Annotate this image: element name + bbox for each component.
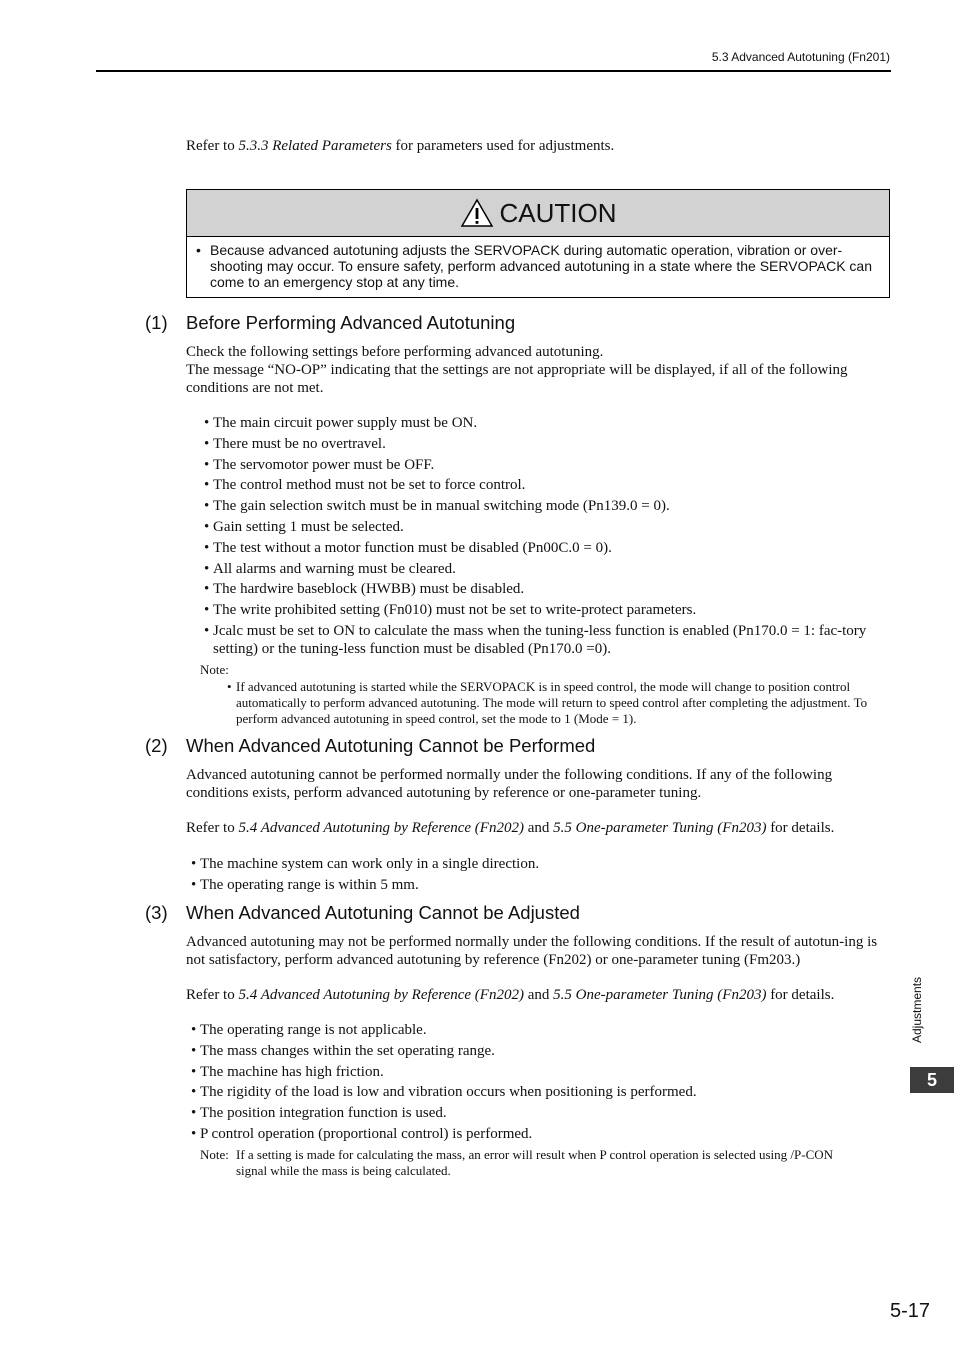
running-header: 5.3 Advanced Autotuning (Fn201) xyxy=(711,50,890,64)
list-item: • Gain setting 1 must be selected. xyxy=(204,517,890,538)
section-3-note xyxy=(200,1147,860,1179)
refer-and: and xyxy=(523,987,554,1003)
section-2-list xyxy=(191,854,890,896)
section-1-note-list xyxy=(227,679,889,727)
section-2-number: (2) xyxy=(145,735,168,756)
section-2-heading xyxy=(145,735,595,757)
refer-and: and xyxy=(523,820,554,836)
section-1-title: Before Performing Advanced Autotuning xyxy=(186,312,516,333)
refer-suffix: for details. xyxy=(766,820,835,836)
section-3-number: (3) xyxy=(145,902,168,923)
intro-paragraph xyxy=(186,137,886,155)
caution-text: Because advanced autotuning adjusts the SERVOPACK during automatic operation, vibration or over-shooting may occur. To ensure safety, perform advanced autotuning in a state where the SERVOPACK can come to an emergency stop at any time. xyxy=(210,242,873,290)
section-3-note-text: If a setting is made for calculating the mass, an error will result when P control operation is selected using /P-CON signal while the mass is being calculated. xyxy=(236,1147,834,1178)
section-1-number: (1) xyxy=(145,312,168,333)
caution-box xyxy=(186,189,890,298)
warning-triangle-icon xyxy=(460,198,494,228)
chapter-tab: 5 xyxy=(910,1067,954,1093)
reference-link: 5.4 Advanced Autotuning by Reference (Fn202) xyxy=(238,987,524,1003)
section-1-para-1: Check the following settings before performing advanced autotuning. xyxy=(186,344,604,360)
section-3-heading xyxy=(145,902,580,924)
section-1-heading xyxy=(145,312,515,334)
section-3-title: When Advanced Autotuning Cannot be Adjusted xyxy=(186,902,580,923)
list-item: • The write prohibited setting (Fn010) must not be set to write-protect parameters. xyxy=(204,600,890,621)
reference-link: 5.5 One-parameter Tuning (Fn203) xyxy=(553,987,767,1003)
caution-bullet: • xyxy=(196,242,201,258)
list-item: • The test without a motor function must be disabled (Pn00C.0 = 0). xyxy=(204,538,890,559)
intro-suffix: for parameters used for adjustments. xyxy=(391,138,615,154)
section-1-paragraphs xyxy=(186,343,890,397)
section-3-list xyxy=(191,1020,890,1145)
section-1-para-2: The message “NO-OP” indicating that the settings are not appropriate will be displayed, if all of the following conditions are not met. xyxy=(186,362,848,396)
list-item: • There must be no overtravel. xyxy=(204,434,890,455)
refer-suffix: for details. xyxy=(766,987,835,1003)
list-item: • Jcalc must be set to ON to calculate the mass when the tuning-less function is enabled (Pn170.0 = 1: fac-tory setting) or the tuning-less function must be disabled (Pn170.0 =0). xyxy=(204,622,890,658)
caution-title: CAUTION xyxy=(499,197,617,228)
list-item: • The control method must not be set to force control. xyxy=(204,475,890,496)
section-3-note-label: Note: xyxy=(200,1147,229,1162)
list-item: • The operating range is not applicable. xyxy=(191,1020,890,1041)
intro-reference: 5.3.3 Related Parameters xyxy=(238,138,392,154)
caution-body xyxy=(187,237,889,290)
section-2-title: When Advanced Autotuning Cannot be Performed xyxy=(186,735,596,756)
intro-prefix: Refer to xyxy=(186,138,239,154)
caution-header xyxy=(187,190,889,237)
list-item: • The servomotor power must be OFF. xyxy=(204,455,890,476)
header-rule xyxy=(96,70,891,72)
list-item: • P control operation (proportional control) is performed. xyxy=(191,1124,890,1145)
page-number: 5-17 xyxy=(889,1300,930,1322)
section-2-refer xyxy=(186,819,890,837)
reference-link: 5.4 Advanced Autotuning by Reference (Fn202) xyxy=(238,820,524,836)
refer-prefix: Refer to xyxy=(186,820,239,836)
list-item: • The rigidity of the load is low and vibration occurs when positioning is performed. xyxy=(191,1082,890,1103)
side-tab-label: Adjustments xyxy=(910,976,924,1043)
list-item: • All alarms and warning must be cleared. xyxy=(204,559,890,580)
note-item: • If advanced autotuning is started while the SERVOPACK is in speed control, the mode will change to position control automatically to perform advanced autotuning. The mode will return to speed control after completing the adjustment. To perform advanced autotuning in speed control, set the mode to 1 (Mode = 1). xyxy=(227,679,889,727)
list-item: • The operating range is within 5 mm. xyxy=(191,875,890,896)
section-2-paragraph: Advanced autotuning cannot be performed normally under the following conditions. If any of the following conditions exists, perform advanced autotuning by reference or one-parameter tuning. xyxy=(186,767,833,801)
list-item: • The mass changes within the set operating range. xyxy=(191,1041,890,1062)
section-3-paragraph: Advanced autotuning may not be performed normally under the following conditions. If the result of autotun-ing is not satisfactory, perform advanced autotuning by reference (Fn202) or one-parameter tuning (Fm203.) xyxy=(186,934,878,968)
list-item: • The hardwire baseblock (HWBB) must be disabled. xyxy=(204,579,890,600)
list-item: • The gain selection switch must be in manual switching mode (Pn139.0 = 0). xyxy=(204,496,890,517)
section-1-list xyxy=(204,413,890,658)
reference-link: 5.5 One-parameter Tuning (Fn203) xyxy=(553,820,767,836)
list-item: • The machine system can work only in a single direction. xyxy=(191,854,890,875)
section-1-note-label: Note: xyxy=(200,662,229,677)
list-item: • The position integration function is used. xyxy=(191,1103,890,1124)
list-item: • The machine has high friction. xyxy=(191,1062,890,1083)
section-3-refer xyxy=(186,986,890,1004)
list-item: • The main circuit power supply must be ON. xyxy=(204,413,890,434)
refer-prefix: Refer to xyxy=(186,987,239,1003)
